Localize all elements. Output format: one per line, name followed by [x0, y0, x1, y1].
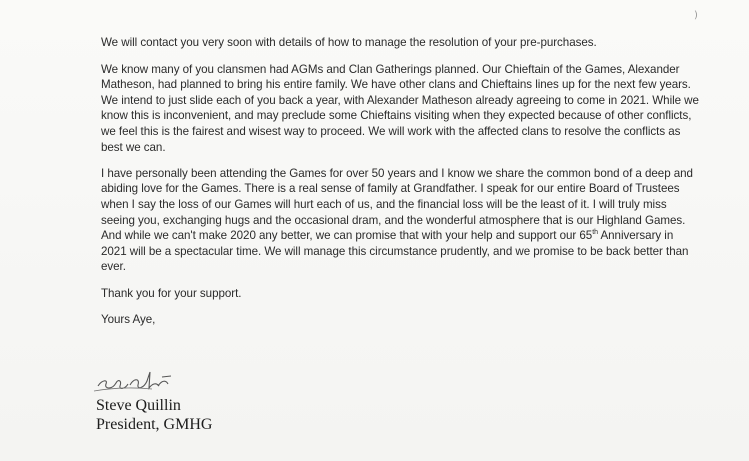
letter-body: [101, 35, 701, 338]
paragraph-personal: [101, 166, 701, 275]
thanks-line: Thank you for your support.: [101, 286, 242, 300]
paragraph-personal-start: I have personally been attending the Games for over 50 years and I know we share the common bond of a deep and abiding love for the Games. There is a real sense of family at Grandfather. I speak for our entire Board of Trustees when I say the loss of our Games will hurt each of us, and the financial loss will be the least of it. I will truly miss seeing you, exchanging hugs and the occasional dram, and the wonderful atmosphere that is our Highland Games. And while we can't make 2020 any better, we can promise that with your help and support our 65: [101, 166, 693, 243]
signer-name: Steve Quillin: [96, 397, 181, 414]
paragraph-personal-end: Anniversary in 2021 will be a spectacular time. We will manage this circumstance prudently, and we promise to be back better than ever.: [101, 229, 689, 274]
handwritten-signature: [92, 366, 202, 396]
ordinal-suffix: th: [592, 229, 598, 237]
paragraph-contact: We will contact you very soon with details of how to manage the resolution of your pre-purchases.: [101, 36, 597, 49]
signer-title: President, GMHG: [96, 416, 213, 433]
closing-line: Yours Aye,: [101, 312, 156, 326]
signature-scribble-icon: [92, 366, 202, 396]
corner-mark: ): [694, 10, 698, 21]
paragraph-chieftains: We know many of you clansmen had AGMs and Clan Gatherings planned. Our Chieftain of the Games, Alexander Matheson, had planned to bring his entire family. We have other clans and Chieftains lines up for the next few years. We intend to just slide each of you back a year, with Alexander Matheson already agreeing to come in 2021. While we know this is inconvenient, and may preclude some Chieftains visiting when they expected because of other conflicts, we feel this is the fairest and wisest way to proceed. We will work with the affected clans to resolve the conflicts as best we can.: [101, 62, 699, 154]
